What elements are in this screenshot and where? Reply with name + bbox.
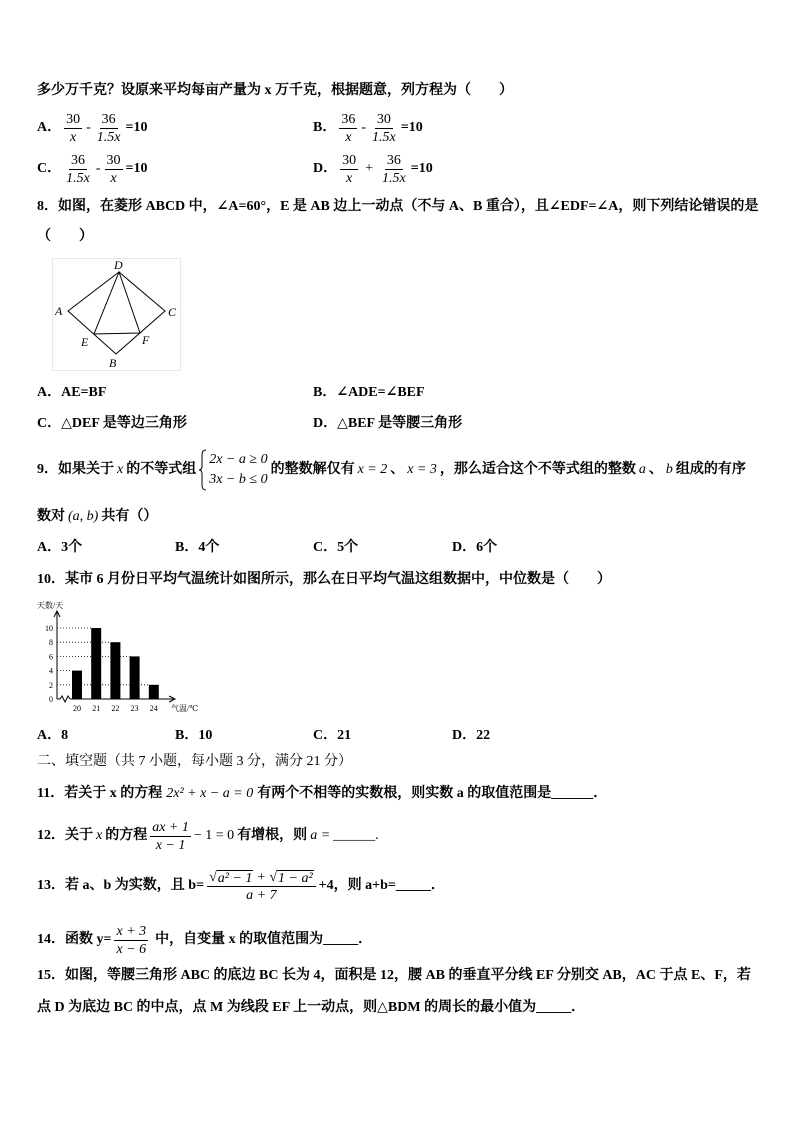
q9-option-a: A．3个	[37, 540, 83, 555]
label-e: E	[81, 335, 89, 349]
numerator: 30	[376, 111, 391, 127]
q15-stem-line1: 15．如图，等腰三角形 ABC 的底边 BC 长为 4，面积是 12，腰 AB 的垂直平分线 EF 分别交 AB，AC 于点 E、F，若	[37, 968, 751, 983]
y-tick-label: 6	[49, 652, 53, 662]
q9-mid1: 的不等式组	[126, 462, 197, 477]
fraction	[207, 869, 316, 904]
q12-after-fraction: − 1 = 0	[193, 828, 235, 843]
inequality-1: 2x − a ≥ 0	[209, 452, 268, 467]
numerator: x + 3	[116, 923, 147, 939]
q13-tail: +4，则 a+b=_____．	[318, 878, 445, 893]
bar-22	[110, 642, 120, 699]
numerator: 30	[66, 111, 81, 127]
q9-solution-2: x = 3	[407, 462, 437, 477]
q9-stem-line1	[37, 448, 746, 492]
q9-prefix: 9．如果关于	[37, 462, 114, 477]
q14-tail: 中，自变量 x 的取值范围为_____．	[155, 932, 373, 947]
fraction	[339, 111, 357, 146]
q9-mid3: ，那么适合这个不等式组的整数	[439, 462, 636, 477]
label-c: C	[168, 305, 177, 319]
operator: +	[365, 161, 374, 176]
y-tick-label: 0	[49, 695, 53, 704]
q9-option-b: B．4个	[175, 540, 220, 555]
denominator: x	[345, 129, 352, 145]
y-tick-label: 2	[49, 680, 53, 690]
denominator: x − 6	[116, 941, 147, 957]
radicand-2: 1 − a²	[278, 870, 313, 886]
q11-prefix: 11．若关于 x 的方程	[37, 786, 163, 801]
q12-stem	[37, 816, 379, 856]
axis-break	[60, 696, 70, 702]
numerator: 36	[101, 111, 116, 127]
q12-mid2: 有增根，则	[237, 828, 308, 843]
q12-prefix: 12．关于	[37, 828, 93, 843]
x-tick-label: 24	[149, 704, 158, 713]
fraction	[105, 152, 123, 187]
option-label: B．	[313, 120, 337, 135]
q8-stem: 8．如图，在菱形 ABCD 中，∠A=60°，E 是 AB 边上一动点（不与 A、B 重合），且∠EDF=∠A，则下列结论错误的是	[37, 199, 759, 214]
q12-var-x: x	[96, 828, 103, 843]
radical-sign: √	[209, 869, 217, 885]
temperature-bar-chart	[37, 598, 209, 716]
q10-option-c: C．21	[313, 728, 352, 743]
q11-stem	[37, 784, 607, 804]
q11-tail: 有两个不相等的实数根，则实数 a 的取值范围是______．	[257, 786, 608, 801]
q9-var-a: a	[638, 462, 646, 477]
label-d: D	[114, 258, 123, 272]
q13-prefix: 13．若 a、b 为实数，且 b=	[37, 878, 205, 893]
q12-blank: ______.	[333, 828, 379, 843]
radicand-1: a² − 1	[217, 870, 253, 886]
q9-separator: 、	[390, 462, 405, 477]
q8-option-b: B．∠ADE=∠BEF	[313, 385, 425, 400]
q11-equation: 2x² + x − a = 0	[166, 786, 254, 801]
q7-option-c	[37, 151, 148, 187]
inequality-2: 3x − b ≤ 0	[209, 472, 268, 487]
q9-mid2: 的整数解仅有	[270, 462, 355, 477]
q7-option-b	[313, 110, 423, 146]
q9-tail: 组成的有序	[675, 462, 746, 477]
q9-solution-1: x = 2	[357, 462, 388, 477]
q10-option-d: D．22	[452, 728, 491, 743]
numerator: 36	[70, 152, 85, 168]
numerator	[207, 869, 316, 887]
q8-answer-blank: （ ）	[37, 229, 93, 244]
fraction	[95, 111, 123, 146]
section-title-fill-in: 二、填空题（共 7 小题，每小题 3 分，满分 21 分）	[37, 754, 352, 769]
bar-24	[149, 685, 159, 699]
q10-stem: 10．某市 6 月份日平均气温统计如图所示，那么在日平均气温这组数据中，中位数是（ ）	[37, 572, 611, 587]
option-label: A．	[37, 120, 62, 135]
rhombus-figure	[52, 256, 182, 372]
y-tick-label: 10	[45, 624, 53, 633]
denominator: 1.5x	[382, 170, 406, 186]
q9-var-x: x	[117, 462, 124, 477]
numerator: ax + 1	[152, 819, 189, 835]
fraction	[64, 111, 82, 146]
q13-stem	[37, 862, 445, 910]
brace-icon	[199, 449, 207, 491]
label-a: A	[55, 304, 63, 318]
numerator: 36	[341, 111, 356, 127]
denominator: x	[70, 129, 77, 145]
x-axis-label: 气温/℃	[171, 704, 199, 713]
q9-stem-line2	[37, 507, 157, 527]
fraction	[64, 152, 92, 187]
equation-rhs: =10	[400, 120, 423, 135]
equation-rhs: =10	[410, 161, 433, 176]
q10-option-b: B．10	[175, 728, 213, 743]
fraction	[380, 152, 408, 187]
numerator: 30	[342, 152, 357, 168]
q15-stem-line2: 点 D 为底边 BC 的中点，点 M 为线段 EF 上一动点，则△BDM 的周长的最小值为_____．	[37, 1000, 586, 1015]
q7-option-d	[313, 151, 433, 187]
q7-option-a	[37, 110, 148, 146]
equation-rhs: =10	[125, 161, 148, 176]
denominator: 1.5x	[66, 170, 90, 186]
q14-prefix: 14．函数 y=	[37, 932, 112, 947]
operator: -	[361, 120, 367, 135]
q9-line2-tail: 共有（）	[101, 509, 158, 524]
bar-21	[91, 628, 101, 699]
operator: -	[95, 161, 101, 176]
q14-stem	[37, 920, 372, 960]
fraction	[114, 923, 148, 958]
y-axis-label: 天数/天	[37, 601, 64, 610]
bar-23	[130, 656, 140, 699]
denominator: x − 1	[155, 837, 186, 853]
equation-rhs: =10	[125, 120, 148, 135]
q9-option-d: D．6个	[452, 540, 498, 555]
operator: -	[86, 120, 91, 135]
q8-option-a: A．AE=BF	[37, 385, 107, 400]
q9-line2-prefix: 数对	[37, 509, 65, 524]
label-f: F	[142, 333, 150, 347]
fraction	[370, 111, 398, 146]
numerator: 36	[386, 152, 401, 168]
x-tick-label: 20	[73, 704, 81, 713]
fraction	[150, 819, 191, 854]
q7-stem-tail: 多少万千克？设原来平均每亩产量为 x 万千克，根据题意，列方程为（ ）	[37, 83, 513, 98]
x-tick-label: 23	[130, 704, 139, 713]
x-tick-label: 22	[111, 704, 120, 713]
denominator: a + 7	[246, 887, 277, 903]
denominator: x	[346, 170, 353, 186]
denominator: x	[110, 170, 117, 186]
label-b: B	[109, 356, 117, 370]
radical-sign: √	[269, 869, 277, 885]
q9-var-b: b	[665, 462, 673, 477]
q12-mid: 的方程	[105, 828, 148, 843]
bar-20	[72, 671, 82, 699]
q10-option-a: A．8	[37, 728, 69, 743]
triangle-def	[94, 272, 140, 334]
x-tick-label: 21	[92, 704, 101, 713]
denominator: 1.5x	[96, 129, 121, 145]
plus-sign: +	[257, 869, 266, 885]
numerator: 30	[106, 152, 121, 168]
y-tick-label: 4	[49, 666, 53, 676]
option-label: C．	[37, 161, 62, 176]
denominator: 1.5x	[372, 129, 396, 145]
q9-ordered-pair: (a, b)	[68, 509, 99, 524]
q9-option-c: C．5个	[313, 540, 359, 555]
q8-option-d: D．△BEF 是等腰三角形	[313, 416, 463, 431]
fraction	[340, 152, 358, 187]
q9-separator: 、	[648, 462, 663, 477]
q8-option-c: C．△DEF 是等边三角形	[37, 416, 187, 431]
y-tick-label: 8	[49, 638, 53, 648]
option-label: D．	[313, 161, 338, 176]
q12-lhs: a =	[310, 828, 331, 843]
inequality-system	[199, 449, 267, 491]
system-lines	[209, 450, 267, 490]
